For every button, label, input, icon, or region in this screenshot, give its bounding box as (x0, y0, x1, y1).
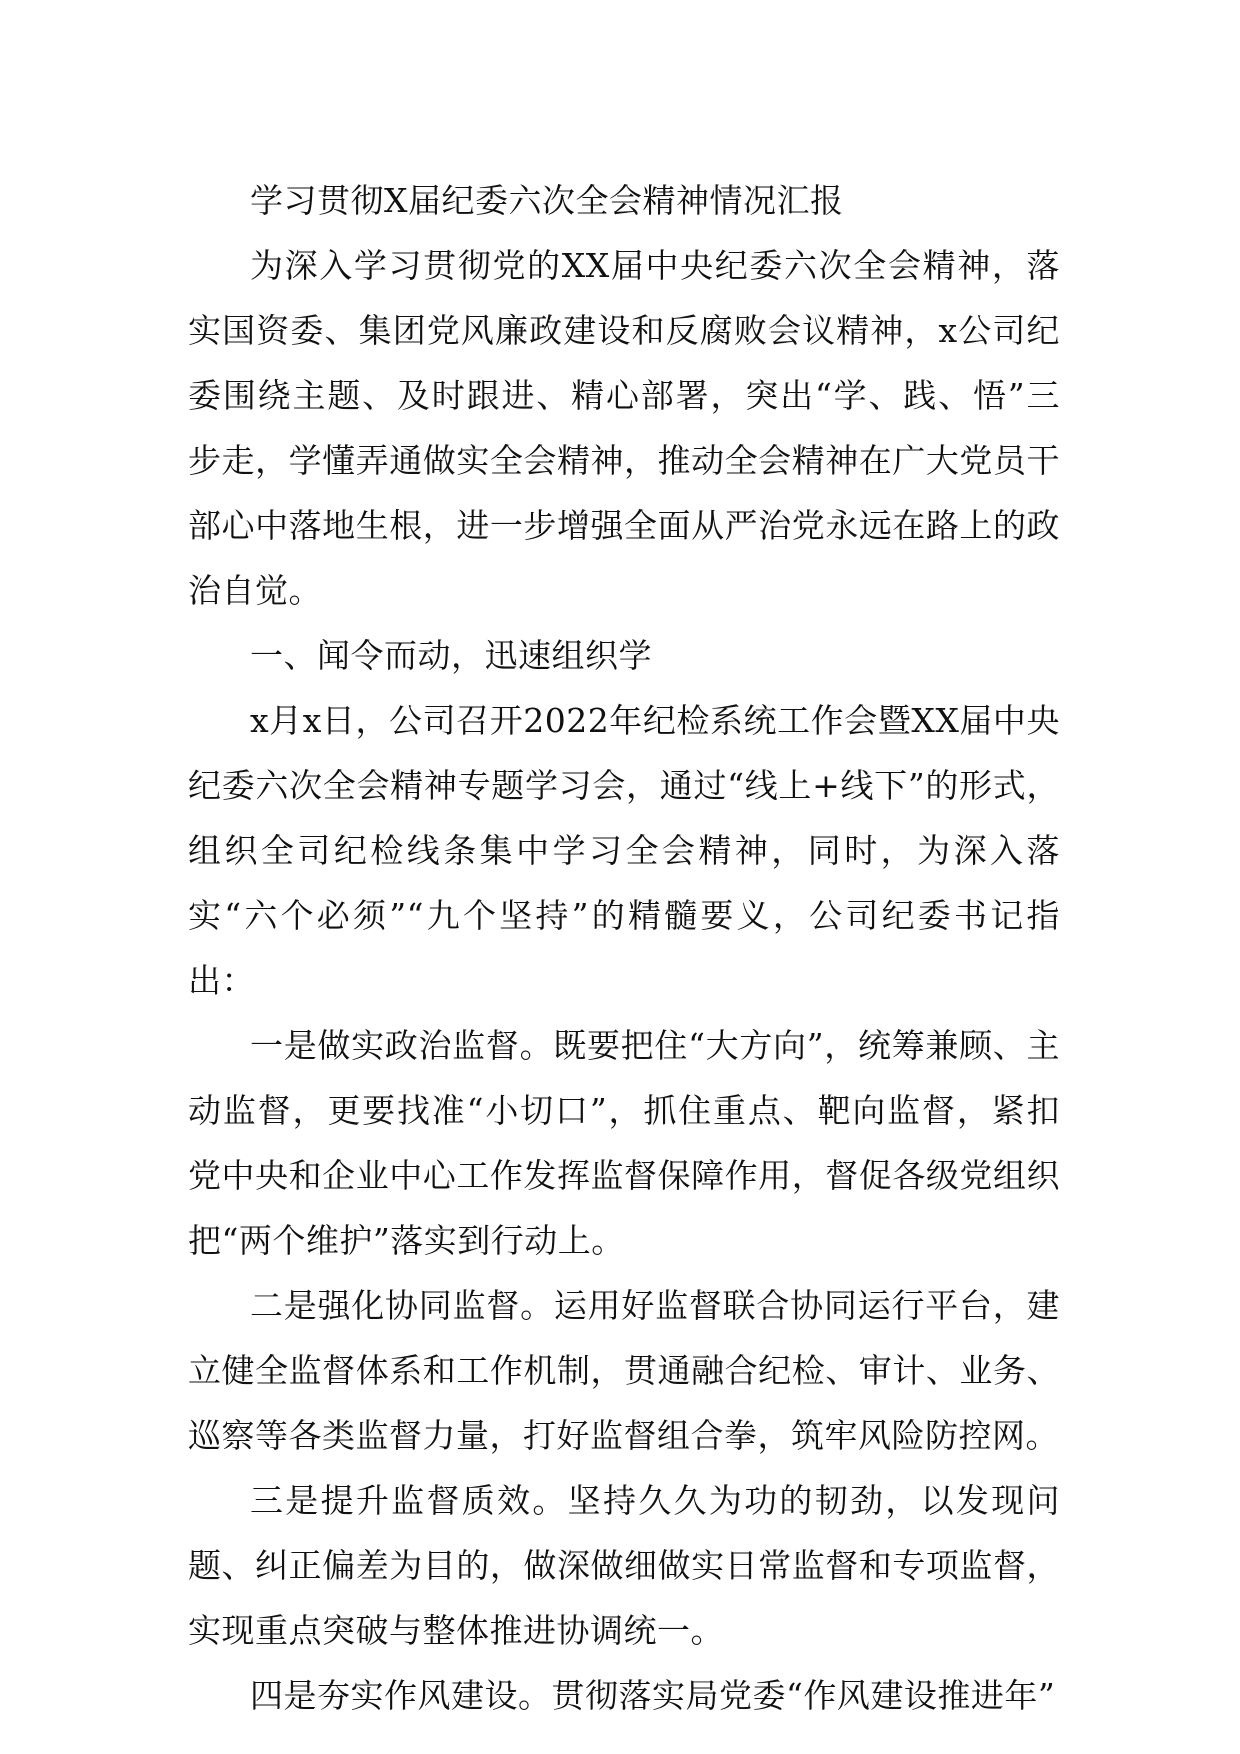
document-body (188, 168, 1060, 1728)
paragraph-point-3: 三是提升监督质效。坚持久久为功的韧劲，以发现问题、纠正偏差为目的，做深做细做实日常监督和专项监督，实现重点突破与整体推进协调统一。 (188, 1481, 1060, 1650)
paragraph-point-4: 四是夯实作风建设。贯彻落实局党委“作风建设推进年” (250, 1676, 1056, 1715)
section-heading-1: 一、闻令而动，迅速组织学 (250, 636, 652, 675)
paragraph-intro: 为深入学习贯彻党的XX届中央纪委六次全会精神，落实国资委、集团党风廉政建设和反腐败会议精神，x公司纪委围绕主题、及时跟进、精心部署，突出“学、践、悟”三步走，学懂弄通做实全会精神，推动全会精神在广大党员干部心中落地生根，进一步增强全面从严治党永远在路上的政治自觉。 (188, 246, 1060, 610)
paragraph-point-2: 二是强化协同监督。运用好监督联合协同运行平台，建立健全监督体系和工作机制，贯通融合纪检、审计、业务、巡察等各类监督力量，打好监督组合拳，筑牢风险防控网。 (188, 1286, 1060, 1455)
paragraph-point-1: 一是做实政治监督。既要把住“大方向”，统筹兼顾、主动监督，更要找准“小切口”，抓住重点、靶向监督，紧扣党中央和企业中心工作发挥监督保障作用，督促各级党组织把“两个维护”落实到行动上。 (188, 1026, 1060, 1260)
document-title: 学习贯彻X届纪委六次全会精神情况汇报 (250, 181, 844, 220)
paragraph-meeting: x月x日，公司召开2022年纪检系统工作会暨XX届中央纪委六次全会精神专题学习会，通过“线上+线下”的形式，组织全司纪检线条集中学习全会精神，同时，为深入落实“六个必须”“九个坚持”的精髓要义，公司纪委书记指出： (188, 701, 1060, 1000)
